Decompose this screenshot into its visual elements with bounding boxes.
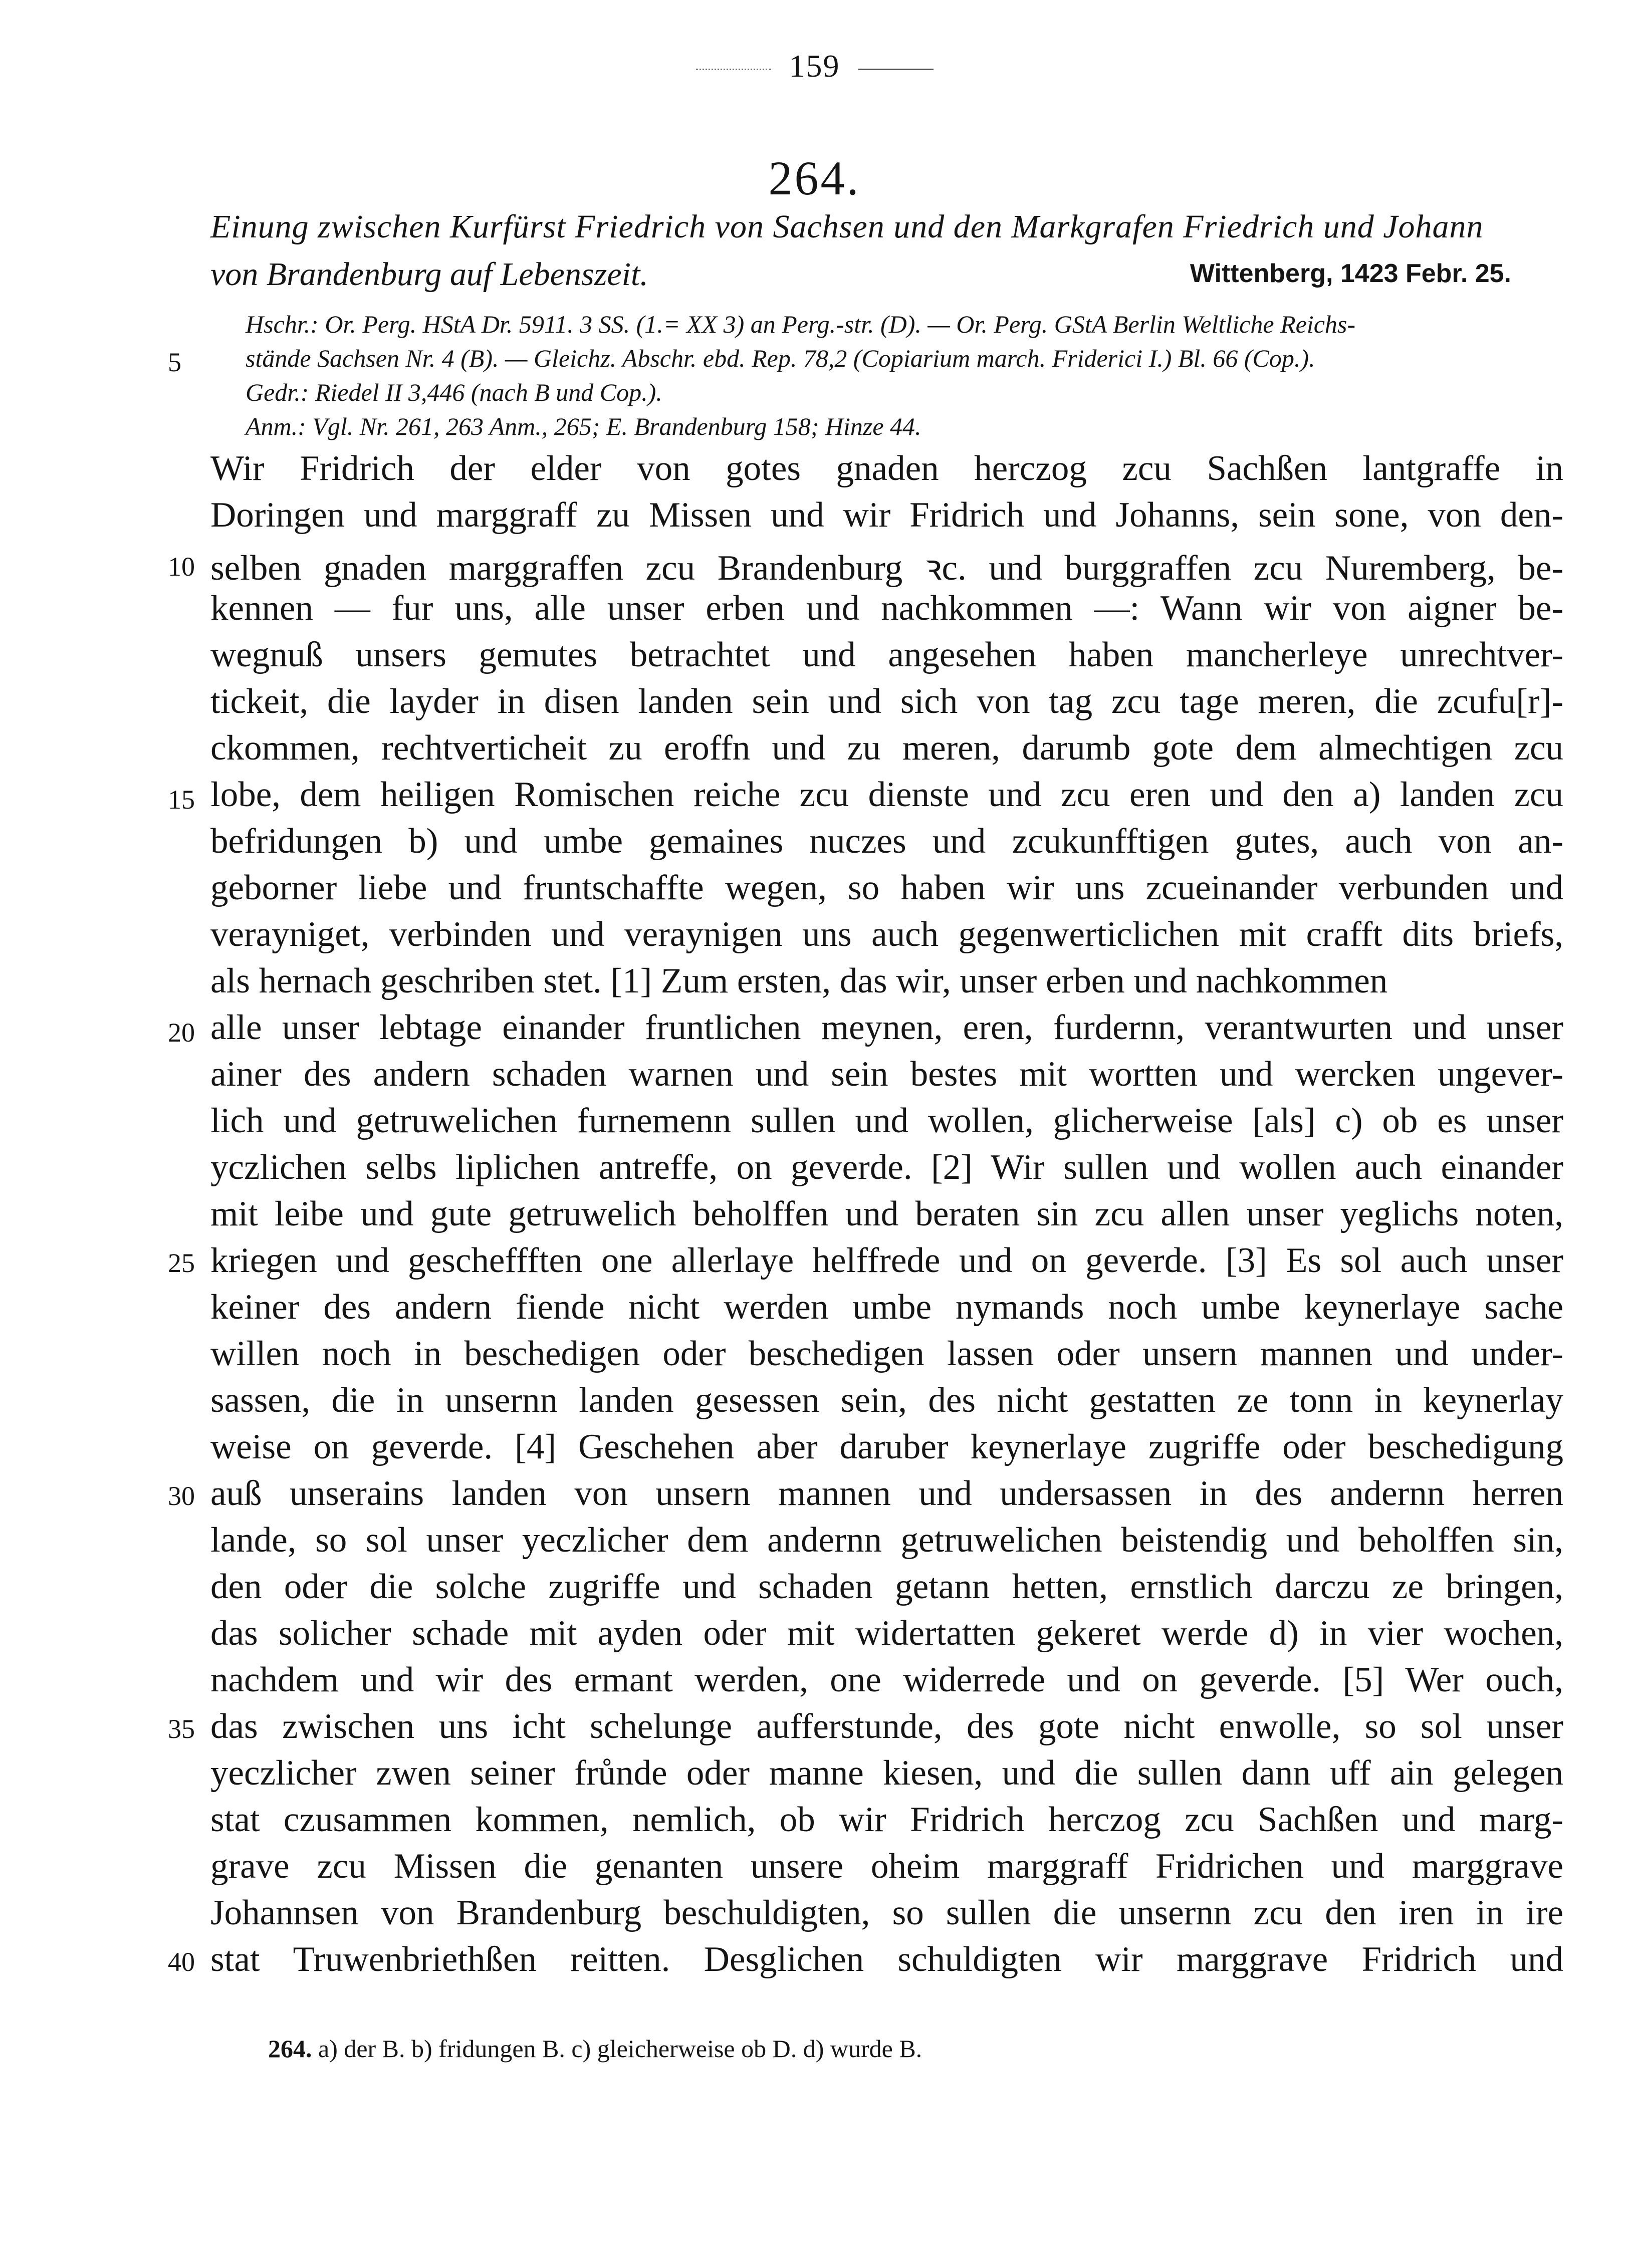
source-line: Anm.: Vgl. Nr. 261, 263 Anm., 265; E. Brandenburg 158; Hinze 44. [246, 412, 921, 440]
body-line: alle unser lebtage einander fruntlichen meynen, eren, furdernn, verantwurten und unser [210, 1008, 1563, 1047]
body-line: kennen — fur uns, alle unser erben und nachkommen —: Wann wir von aigner be- [210, 589, 1563, 628]
footnote [268, 2034, 922, 2063]
body-line: sassen, die in unsernn landen gesessen sein, des nicht gestatten ze tonn in keynerlay [210, 1381, 1563, 1420]
body-line: das zwischen uns icht schelunge aufferstunde, des gote nicht enwolle, so sol unser [210, 1707, 1563, 1746]
source-line: Hschr.: Or. Perg. HStA Dr. 5911. 3 SS. (1.= XX 3) an Perg.-str. (D). — Or. Perg. GStA Berlin Weltliche Reichs- [246, 310, 1355, 338]
heading-line-1: Einung zwischen Kurfürst Friedrich von Sachsen und den Markgrafen Friedrich und Johann [210, 208, 1484, 245]
body-line: den oder die solche zugriffe und schaden getann hetten, ernstlich darczu ze bringen, [210, 1567, 1563, 1606]
body-line: Doringen und marggraff zu Missen und wir Fridrich und Johanns, sein sone, von den- [210, 495, 1563, 535]
footnote-text: a) der B. b) fridungen B. c) gleicherweise ob D. d) wurde B. [318, 2035, 922, 2063]
place-date: Wittenberg, 1423 Febr. 25. [1190, 259, 1511, 288]
line-number: 35 [168, 1714, 195, 1744]
body-line: geborner liebe und fruntschaffte wegen, so haben wir uns zcueinander verbunden und [210, 868, 1563, 907]
body-line: yczlichen selbs liplichen antreffe, on geverde. [2] Wir sullen und wollen auch einander [210, 1148, 1563, 1187]
body-line: yeczlicher zwen seiner frůnde oder manne kiesen, und die sullen dann uff ain gelegen [210, 1753, 1563, 1793]
body-line: keiner des andern fiende nicht werden umbe nymands noch umbe keynerlaye sache [210, 1288, 1563, 1327]
footnote-ref: 264. [268, 2035, 312, 2063]
line-number: 10 [168, 552, 195, 582]
line-number: 5 [168, 347, 181, 377]
body-line: stat Truwenbriethßen reitten. Desglichen schuldigten wir marggrave Fridrich und [210, 1940, 1563, 1979]
body-line: weise on geverde. [4] Geschehen aber daruber keynerlaye zugriffe oder beschedigung [210, 1427, 1563, 1466]
heading-line-2: von Brandenburg auf Lebenszeit. [210, 256, 648, 293]
body-line: auß unserains landen von unsern mannen und undersassen in des andernn herren [210, 1474, 1563, 1513]
body-line: nachdem und wir des ermant werden, one widerrede und on geverde. [5] Wer ouch, [210, 1660, 1563, 1699]
body-line: grave zcu Missen die genanten unsere oheim marggraff Fridrichen und marggrave [210, 1847, 1563, 1886]
line-number: 40 [168, 1947, 195, 1977]
source-line: stände Sachsen Nr. 4 (B). — Gleichz. Abschr. ebd. Rep. 78,2 (Copiarium march. Friderici I.) Bl. 66 (Cop.). [246, 344, 1315, 372]
body-line: stat czusammen kommen, nemlich, ob wir Fridrich herczog zcu Sachßen und marg- [210, 1800, 1563, 1839]
page-header [0, 48, 1629, 85]
body-line: mit leibe und gute getruwelich beholffen und beraten sin zcu allen unser yeglichs noten, [210, 1194, 1563, 1233]
line-number: 30 [168, 1481, 195, 1511]
body-line: kriegen und gescheffften one allerlaye helffrede und on geverde. [3] Es sol auch unser [210, 1241, 1563, 1280]
page-number: 159 [789, 48, 840, 84]
line-number: 15 [168, 785, 195, 815]
document-number: 264. [768, 151, 861, 205]
body-line: Wir Fridrich der elder von gotes gnaden herczog zcu Sachßen lantgraffe in [210, 449, 1563, 488]
source-line: Gedr.: Riedel II 3,446 (nach B und Cop.). [246, 378, 662, 406]
body-line: selben gnaden marggraffen zcu Brandenburg ꝛc. und burggraffen zcu Nuremberg, be- [210, 549, 1563, 588]
line-number: 25 [168, 1248, 195, 1278]
body-line: lich und getruwelichen furnemenn sullen und wollen, glicherweise [als] c) ob es unser [210, 1101, 1563, 1140]
body-line: verayniget, verbinden und veraynigen uns auch gegenwerticlichen mit crafft dits briefs, [210, 915, 1563, 954]
body-line: lobe, dem heiligen Romischen reiche zcu dienste und zcu eren und den a) landen zcu [210, 775, 1563, 814]
header-rule-left [696, 69, 771, 70]
body-line: tickeit, die layder in disen landen sein und sich von tag zcu tage meren, die zcufu[r]- [210, 682, 1563, 721]
body-line: wegnuß unsers gemutes betrachtet und angesehen haben mancherleye unrechtver- [210, 635, 1563, 674]
body-line: ainer des andern schaden warnen und sein bestes mit wortten und wercken ungever- [210, 1055, 1563, 1094]
body-line: als hernach geschriben stet. [1] Zum ersten, das wir, unser erben und nachkommen [210, 961, 1388, 1000]
line-number: 20 [168, 1018, 195, 1048]
body-line: Johannsen von Brandenburg beschuldigten, so sullen die unsernn zcu den iren in ire [210, 1893, 1563, 1932]
body-line: ckommen, rechtverticheit zu eroffn und zu meren, darumb gote dem almechtigen zcu [210, 728, 1563, 768]
header-rule-right [858, 69, 934, 70]
body-line: willen noch in beschedigen oder beschedigen lassen oder unsern mannen und under- [210, 1334, 1563, 1373]
body-line: lande, so sol unser yeczlicher dem andernn getruwelichen beistendig und beholffen sin, [210, 1521, 1563, 1560]
body-line: befridungen b) und umbe gemaines nuczes und zcukunfftigen gutes, auch von an- [210, 822, 1563, 861]
body-line: das solicher schade mit ayden oder mit widertatten gekeret werde d) in vier wochen, [210, 1614, 1563, 1653]
